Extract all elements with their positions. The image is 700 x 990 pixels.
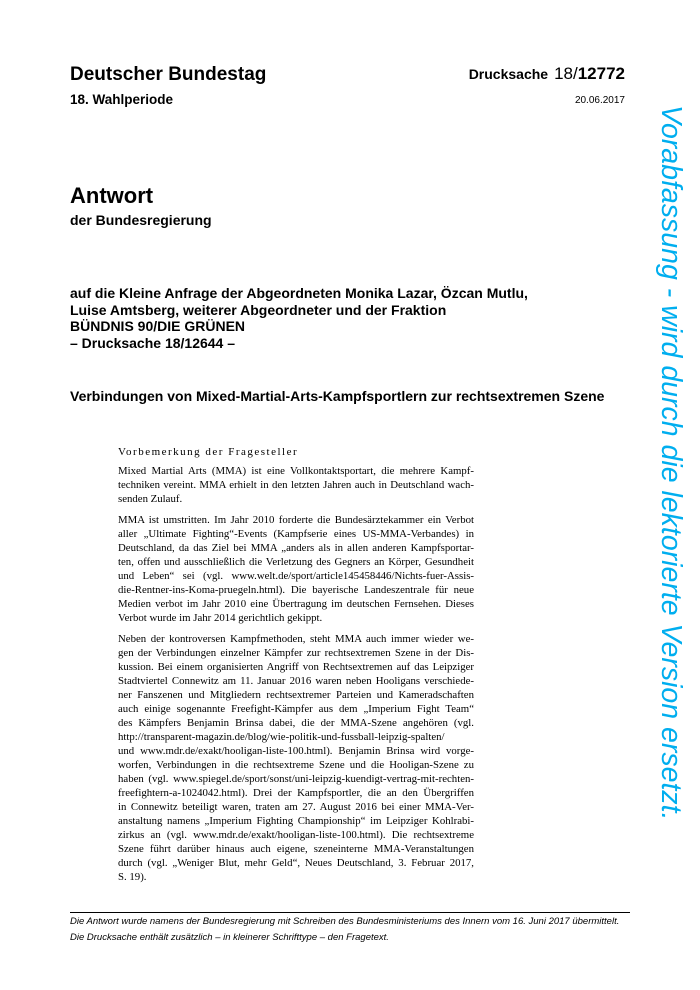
text-line: S. 19). bbox=[118, 871, 147, 883]
preliminary-body bbox=[118, 464, 474, 891]
text-line: gen der Verbindungen einzelner Kämpfer zur rechtsextremen Szene in der Dis- bbox=[118, 647, 474, 659]
text-line: in Connewitz beteiligt waren, traten am 27. August 2016 bei einer MMA-Ver- bbox=[118, 801, 474, 813]
watermark-container bbox=[648, 105, 688, 900]
legislative-period: 18. Wahlperiode bbox=[70, 92, 174, 107]
text-line: Szene führt darüber hinaus auch eigene, szeneinterne MMA-Veranstaltungen bbox=[118, 843, 474, 855]
text-line: aller „Ultimate Fighting“-Events (Kampfserie eines US-MMA-Verbandes) in bbox=[118, 528, 474, 540]
document-date: 20.06.2017 bbox=[574, 95, 625, 106]
text-line: techniken vereint. MMA erhielt in den letzten Jahren auch in Deutschland wach- bbox=[118, 479, 474, 491]
footnote-contents: Die Drucksache enthält zusätzlich – in kleinerer Schrifttype – den Fragetext. bbox=[70, 931, 389, 943]
drucksache-id: 12772 bbox=[577, 64, 625, 83]
paragraph bbox=[118, 632, 474, 884]
text-line: Medien verbot im Jahr 2010 eine Übertragung im deutschen Fernsehen. Dieses bbox=[118, 598, 474, 610]
subject-title: Verbindungen von Mixed-Martial-Arts-Kampfsportlern zur rechtsextremen Szene bbox=[70, 388, 605, 404]
text-line: ner Fanszenen und Mitgliedern rechtsextremer Parteien und Kameradschaften bbox=[118, 689, 474, 701]
text-line: zirkus an (vgl. www.mdr.de/exakt/hooligan-liste-100.html). Die rechtsextreme bbox=[118, 829, 474, 841]
draft-watermark: Vorabfassung - wird durch die lektorierte Version ersetzt. bbox=[655, 105, 687, 821]
footnote-transmission: Die Antwort wurde namens der Bundesregierung mit Schreiben des Bundesministeriums des Innern vom 16. Juni 2017 übermittelt. bbox=[70, 916, 620, 927]
text-line: Verbot wurde im Jahr 2014 gerichtlich gekippt. bbox=[118, 612, 323, 624]
text-line: Deutschland, da das Ziel bei MMA „anders als in allen anderen Kampfsportar- bbox=[118, 542, 474, 554]
text-line: und www.mdr.de/exakt/hooligan-liste-100.html). Benjamin Brinsa wird vorge- bbox=[118, 745, 474, 757]
text-line: Stadtviertel Connewitz am 11. Januar 2016 waren neben Hooligans verschiede- bbox=[118, 675, 474, 687]
text-line: Mixed Martial Arts (MMA) ist eine Vollkontaktsportart, die mehrere Kampf- bbox=[118, 465, 474, 477]
text-line: auch einige sogenannte Freefight-Kämpfer aus dem „Imperium Fight Team“ bbox=[118, 703, 474, 715]
text-line: anstaltung namens „Imperium Fighting Championship“ im Leipziger Kohlrabi- bbox=[118, 815, 474, 827]
text-line: des Kämpfers Benjamin Brinsa dabei, die der MMA-Szene angehören (vgl. bbox=[118, 717, 474, 729]
text-line: die-Rentner-ins-Koma-pruegeln.html). Die bayerische Landeszentrale für neue bbox=[118, 584, 474, 596]
text-line: freefightern-a-1024042.html). Drei der Kampfsportler, die an den Übergriffen bbox=[118, 787, 474, 799]
inquiry-line: auf die Kleine Anfrage der Abgeordneten Monika Lazar, Özcan Mutlu, bbox=[70, 285, 528, 301]
text-line: http://transparent-magazin.de/blog/wie-politik-und-fussball-leipzig-spalten/ bbox=[118, 731, 445, 743]
text-line: haben (vgl. www.spiegel.de/sport/sonst/uni-leipzig-kuendigt-vertrag-mit-rechten- bbox=[118, 773, 474, 785]
document-title: Antwort bbox=[70, 183, 154, 208]
paragraph bbox=[118, 464, 474, 506]
drucksache-number bbox=[469, 64, 625, 84]
footnote-divider bbox=[70, 912, 630, 913]
text-line: ten, offen und ausschließlich die Verletzung des Gegners an Körper, Gesundheit bbox=[118, 556, 474, 568]
inquiry-reference bbox=[70, 285, 570, 351]
inquiry-line: – Drucksache 18/12644 – bbox=[70, 334, 236, 351]
inquiry-line: BÜNDNIS 90/DIE GRÜNEN bbox=[70, 318, 246, 334]
text-line: durch (vgl. „Weniger Blut, mehr Geld“, Neues Deutschland, 3. Februar 2017, bbox=[118, 857, 474, 869]
organization-name: Deutscher Bundestag bbox=[70, 64, 267, 85]
document-subtitle: der Bundesregierung bbox=[70, 212, 212, 228]
text-line: MMA ist umstritten. Im Jahr 2010 forderte die Bundesärztekammer ein Verbot bbox=[118, 514, 474, 526]
footnotes bbox=[70, 916, 630, 947]
text-line: worfen, Verbindungen in die rechtsextreme Szene und die Hooligan-Szene zu bbox=[118, 759, 474, 771]
text-line: und Leben“ sei (vgl. www.welt.de/sport/article145458446/Nichts-fuer-Assis- bbox=[118, 570, 474, 582]
drucksache-prefix: 18/ bbox=[554, 64, 578, 83]
text-line: kussion. Bei einem organisierten Angriff von Rechtsextremen auf das Leipziger bbox=[118, 661, 474, 673]
inquiry-line: Luise Amtsberg, weiterer Abgeordneter und der Fraktion bbox=[70, 301, 447, 318]
text-line: senden Zulauf. bbox=[118, 493, 183, 505]
preliminary-heading: Vorbemerkung der Fragesteller bbox=[118, 446, 299, 458]
paragraph bbox=[118, 513, 474, 625]
drucksache-label: Drucksache bbox=[468, 66, 549, 82]
text-line: Neben der kontroversen Kampfmethoden, steht MMA auch immer wieder we- bbox=[118, 633, 474, 645]
